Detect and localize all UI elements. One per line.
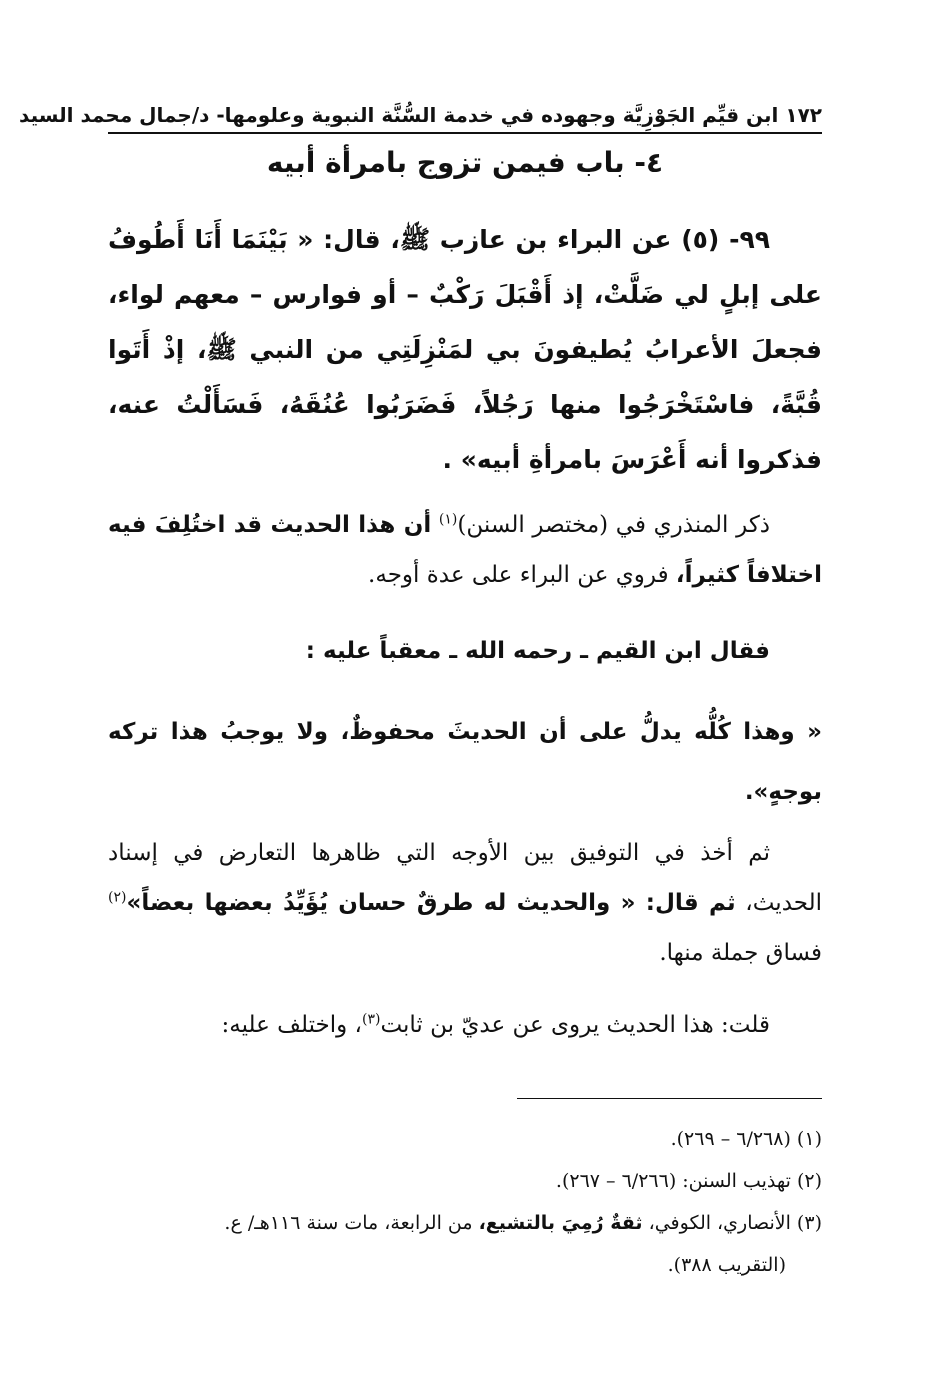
author-note-text-a: قلت: هذا الحديث يروى عن عديّ بن ثابت [380,1012,770,1038]
hadith-text: عن البراء بن عازب ﷺ، قال: « بَيْنَمَا أَنَا أَطُوفُ على إبلٍ لي ضَلَّتْ، إذ أَقْبَلَ رَكْبٌ – أو فوارس – معهم لواء، فجعلَ الأعرابُ يُطيفونَ بي لمَنْزِلَتِي من النبي ﷺ، إذْ أَتَوا قُبَّةً، فاسْتَخْرَجُوا منها رَجُلاً، فَضَرَبُوا عُنُقَهُ، فَسَأَلْتُ عنه، فذكروا أنه أَعْرَسَ بامرأةِ أبيه» . [108,225,822,474]
reconciliation-text-b: ثم قال: « والحديث له طرقٌ حسان يُؤَيِّدُ بعضها بعضاً» [126,890,736,916]
footnote-3-continuation: (التقريب ٣٨٨). [667,1254,786,1276]
mundhiri-text-c: فروي عن البراء على عدة أوجه. [368,562,669,588]
footnote-3-text-c: من الرابعة، مات سنة ١١٦هـ/ ع. [224,1212,473,1234]
chapter-title: ٤- باب فيمن تزوج بامرأة أبيه [266,146,664,179]
running-title: ابن قيِّم الجَوْزِيَّة وجهوده في خدمة السُّنَّة النبوية وعلومها- د/جمال محمد السيد [19,103,779,127]
footnote-divider [517,1098,822,1099]
reconciliation-text-c: فساق جملة منها. [659,940,822,966]
page-number: ١٧٢ [785,103,822,127]
reconciliation-paragraph [108,828,822,978]
ibn-qayyim-quote: « وهذا كُلُّه يدلُّ على أن الحديثَ محفوظٌ، ولا يوجبُ هذا تركه بوجهٍ». [108,719,822,805]
hadith-paragraph [108,212,822,487]
footnote-ref-3: (٣) [361,1011,381,1028]
book-page [19,0,823,1385]
author-note-text-b: ، واختلف عليه: [221,1012,362,1038]
footnote-1: (١) (٦/٢٦٨ – ٢٦٩). [670,1128,822,1150]
footnote-3 [108,1202,822,1244]
hadith-number: ٩٩- (٥) [681,225,770,254]
mundhiri-text-b: أن هذا الحديث قد اختُلِفَ فيه اختلافاً كثيراً، [108,512,822,588]
footnote-3-text-b: ثقةٌ رُمِيَ بالتشيع، [478,1212,643,1234]
footnote-2: (٢) تهذيب السنن: (٦/٢٦٦ – ٢٦٧). [555,1170,822,1192]
footnote-ref-1: (١) [438,511,458,528]
reconciliation-text-a: ثم أخذ في التوفيق بين الأوجه التي ظاهرها التعارض في إسناد الحديث، [108,840,823,916]
footnotes [108,1118,822,1286]
footnote-ref-2: (٢) [108,889,127,906]
ibn-qayyim-intro: فقال ابن القيم ـ رحمه الله ـ معقباً عليه : [305,638,770,664]
author-note-paragraph [108,1003,822,1047]
running-header [19,98,822,134]
mundhiri-paragraph [108,500,822,600]
footnote-3-text-a: (٣) الأنصاري، الكوفي، [648,1212,822,1234]
mundhiri-text-a: ذكر المنذري في (مختصر السنن) [457,512,771,538]
